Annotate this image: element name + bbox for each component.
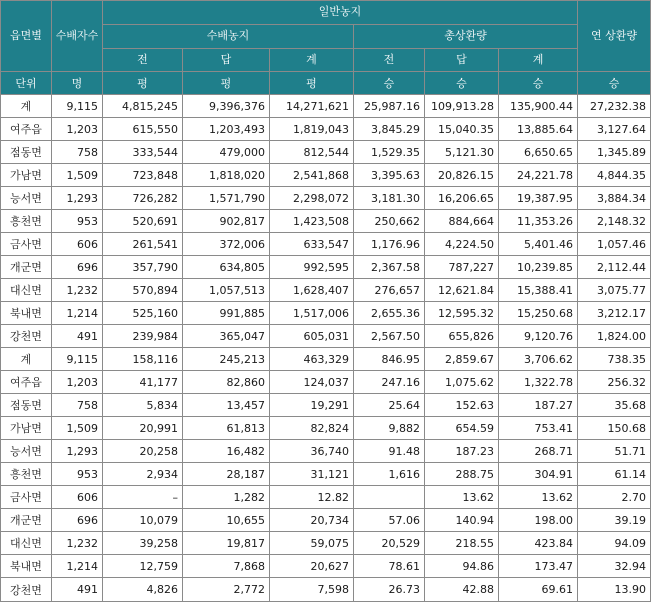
table-cell: 41,177 — [103, 371, 183, 394]
table-cell: 247.16 — [354, 371, 425, 394]
table-cell: 1,818,020 — [183, 164, 270, 187]
table-cell: 276,657 — [354, 279, 425, 302]
table-cell: 82,824 — [270, 417, 354, 440]
table-cell: 1,282 — [183, 486, 270, 509]
table-cell: 3,127.64 — [578, 118, 651, 141]
region-name: 흥천면 — [1, 210, 52, 233]
table-cell: 1,057,513 — [183, 279, 270, 302]
table-cell: 198.00 — [499, 509, 578, 532]
table-cell: 2,541,868 — [270, 164, 354, 187]
table-cell: 15,388.41 — [499, 279, 578, 302]
table-cell: 953 — [52, 463, 103, 486]
table-cell: 333,544 — [103, 141, 183, 164]
table-cell: 25,987.16 — [354, 95, 425, 118]
region-name: 강천면 — [1, 578, 52, 602]
table-cell: 372,006 — [183, 233, 270, 256]
table-cell: 20,258 — [103, 440, 183, 463]
table-cell: 2,934 — [103, 463, 183, 486]
table-cell — [354, 486, 425, 509]
unit-cell: 승 — [425, 72, 499, 95]
table-cell: – — [103, 486, 183, 509]
table-cell: 634,805 — [183, 256, 270, 279]
table-cell: 10,655 — [183, 509, 270, 532]
table-cell: 1,293 — [52, 187, 103, 210]
table-cell: 20,991 — [103, 417, 183, 440]
table-cell: 2,367.58 — [354, 256, 425, 279]
table-cell: 1,529.35 — [354, 141, 425, 164]
table-cell: 1,057.46 — [578, 233, 651, 256]
table-cell: 78.61 — [354, 555, 425, 578]
table-row — [1, 302, 651, 325]
table-cell: 42.88 — [425, 578, 499, 602]
table-row — [1, 440, 651, 463]
table-cell: 1,824.00 — [578, 325, 651, 348]
table-cell: 4,844.35 — [578, 164, 651, 187]
table-cell: 16,482 — [183, 440, 270, 463]
general-farmland-header: 일반농지 — [103, 1, 578, 25]
table-cell: 250,662 — [354, 210, 425, 233]
table-cell: 1,509 — [52, 164, 103, 187]
region-header: 읍면별 — [1, 1, 52, 72]
table-cell: 884,664 — [425, 210, 499, 233]
table-cell: 239,984 — [103, 325, 183, 348]
table-cell: 2,112.44 — [578, 256, 651, 279]
region-name: 점동면 — [1, 141, 52, 164]
table-row — [1, 417, 651, 440]
unit-cell: 평 — [270, 72, 354, 95]
table-cell: 256.32 — [578, 371, 651, 394]
region-name: 가남면 — [1, 164, 52, 187]
table-cell: 69.61 — [499, 578, 578, 602]
rice-field-header: 답 — [183, 49, 270, 72]
table-cell: 20,529 — [354, 532, 425, 555]
table-cell: 758 — [52, 141, 103, 164]
table-cell: 2,655.36 — [354, 302, 425, 325]
table-cell: 1,345.89 — [578, 141, 651, 164]
table-cell: 218.55 — [425, 532, 499, 555]
table-cell: 20,734 — [270, 509, 354, 532]
table-cell: 1,819,043 — [270, 118, 354, 141]
table-cell: 4,826 — [103, 578, 183, 602]
table-cell: 606 — [52, 486, 103, 509]
table-body — [1, 95, 651, 602]
table-cell: 24,221.78 — [499, 164, 578, 187]
table-cell: 32.94 — [578, 555, 651, 578]
table-cell: 479,000 — [183, 141, 270, 164]
table-cell: 1,075.62 — [425, 371, 499, 394]
table-cell: 12,621.84 — [425, 279, 499, 302]
table-cell: 39,258 — [103, 532, 183, 555]
table-cell: 13.62 — [499, 486, 578, 509]
table-cell: 288.75 — [425, 463, 499, 486]
table-row — [1, 118, 651, 141]
total-header: 계 — [270, 49, 354, 72]
table-cell: 2,772 — [183, 578, 270, 602]
table-cell: 25.64 — [354, 394, 425, 417]
unit-cell: 승 — [578, 72, 651, 95]
table-cell: 357,790 — [103, 256, 183, 279]
table-cell: 109,913.28 — [425, 95, 499, 118]
table-cell: 3,395.63 — [354, 164, 425, 187]
table-cell: 1,423,508 — [270, 210, 354, 233]
table-cell: 1,203 — [52, 371, 103, 394]
table-row — [1, 325, 651, 348]
table-cell: 5,121.30 — [425, 141, 499, 164]
table-cell: 124,037 — [270, 371, 354, 394]
table-cell: 12.82 — [270, 486, 354, 509]
table-cell: 654.59 — [425, 417, 499, 440]
table-cell: 812,544 — [270, 141, 354, 164]
table-cell: 4,815,245 — [103, 95, 183, 118]
rice-field-header: 답 — [425, 49, 499, 72]
region-name: 대신면 — [1, 279, 52, 302]
table-cell: 3,884.34 — [578, 187, 651, 210]
table-cell: 1,232 — [52, 532, 103, 555]
table-cell: 12,595.32 — [425, 302, 499, 325]
table-cell: 36,740 — [270, 440, 354, 463]
table-cell: 787,227 — [425, 256, 499, 279]
table-cell: 158,116 — [103, 348, 183, 371]
region-name: 강천면 — [1, 325, 52, 348]
table-cell: 2,567.50 — [354, 325, 425, 348]
table-cell: 3,706.62 — [499, 348, 578, 371]
table-cell: 758 — [52, 394, 103, 417]
table-cell: 5,834 — [103, 394, 183, 417]
table-cell: 1,176.96 — [354, 233, 425, 256]
table-cell: 3,075.77 — [578, 279, 651, 302]
table-cell: 2,859.67 — [425, 348, 499, 371]
table-cell: 655,826 — [425, 325, 499, 348]
table-cell: 1,322.78 — [499, 371, 578, 394]
table-cell: 57.06 — [354, 509, 425, 532]
table-cell: 20,826.15 — [425, 164, 499, 187]
table-row — [1, 233, 651, 256]
table-cell: 491 — [52, 578, 103, 602]
unit-cell: 승 — [499, 72, 578, 95]
region-name: 흥천면 — [1, 463, 52, 486]
table-cell: 19,817 — [183, 532, 270, 555]
table-cell: 20,627 — [270, 555, 354, 578]
table-row — [1, 578, 651, 602]
table-cell: 187.27 — [499, 394, 578, 417]
table-cell: 991,885 — [183, 302, 270, 325]
table-cell: 525,160 — [103, 302, 183, 325]
table-cell: 173.47 — [499, 555, 578, 578]
table-cell: 140.94 — [425, 509, 499, 532]
table-cell: 902,817 — [183, 210, 270, 233]
table-cell: 187.23 — [425, 440, 499, 463]
region-name: 금사면 — [1, 486, 52, 509]
table-row — [1, 555, 651, 578]
region-name: 능서면 — [1, 440, 52, 463]
table-cell: 1,628,407 — [270, 279, 354, 302]
table-cell: 953 — [52, 210, 103, 233]
table-cell: 520,691 — [103, 210, 183, 233]
table-row — [1, 210, 651, 233]
table-cell: 6,650.65 — [499, 141, 578, 164]
table-row — [1, 463, 651, 486]
table-row — [1, 256, 651, 279]
table-cell: 1,214 — [52, 555, 103, 578]
table-cell: 738.35 — [578, 348, 651, 371]
table-cell: 15,250.68 — [499, 302, 578, 325]
table-cell: 570,894 — [103, 279, 183, 302]
table-cell: 9,115 — [52, 95, 103, 118]
table-cell: 15,040.35 — [425, 118, 499, 141]
region-name: 북내면 — [1, 555, 52, 578]
table-row — [1, 279, 651, 302]
table-row — [1, 141, 651, 164]
table-cell: 94.86 — [425, 555, 499, 578]
table-cell: 304.91 — [499, 463, 578, 486]
crop-return-header: 총상환량 — [354, 25, 578, 49]
table-cell: 135,900.44 — [499, 95, 578, 118]
table-cell: 61.14 — [578, 463, 651, 486]
table-row — [1, 394, 651, 417]
table-cell: 16,206.65 — [425, 187, 499, 210]
table-cell: 2.70 — [578, 486, 651, 509]
table-cell: 19,291 — [270, 394, 354, 417]
unit-cell: 평 — [183, 72, 270, 95]
table-cell: 696 — [52, 509, 103, 532]
table-cell: 633,547 — [270, 233, 354, 256]
unit-cell: 평 — [103, 72, 183, 95]
table-cell: 1,509 — [52, 417, 103, 440]
table-cell: 27,232.38 — [578, 95, 651, 118]
table-row — [1, 164, 651, 187]
table-cell: 615,550 — [103, 118, 183, 141]
table-cell: 1,616 — [354, 463, 425, 486]
table-cell: 3,181.30 — [354, 187, 425, 210]
table-cell: 1,232 — [52, 279, 103, 302]
table-cell: 9,396,376 — [183, 95, 270, 118]
table-row — [1, 95, 651, 118]
table-cell: 1,203 — [52, 118, 103, 141]
table-cell: 1,203,493 — [183, 118, 270, 141]
total-header: 계 — [499, 49, 578, 72]
table-cell: 94.09 — [578, 532, 651, 555]
region-name: 계 — [1, 348, 52, 371]
table-cell: 59,075 — [270, 532, 354, 555]
table-cell: 9,115 — [52, 348, 103, 371]
table-cell: 491 — [52, 325, 103, 348]
table-cell: 7,868 — [183, 555, 270, 578]
table-cell: 13,885.64 — [499, 118, 578, 141]
table-row — [1, 348, 651, 371]
region-name: 여주읍 — [1, 118, 52, 141]
table-cell: 13,457 — [183, 394, 270, 417]
table-cell: 365,047 — [183, 325, 270, 348]
table-cell: 3,212.17 — [578, 302, 651, 325]
table-cell: 846.95 — [354, 348, 425, 371]
table-cell: 13.62 — [425, 486, 499, 509]
table-cell: 2,148.32 — [578, 210, 651, 233]
region-name: 가남면 — [1, 417, 52, 440]
table-cell: 11,353.26 — [499, 210, 578, 233]
table-cell: 4,224.50 — [425, 233, 499, 256]
table-cell: 992,595 — [270, 256, 354, 279]
table-cell: 3,845.29 — [354, 118, 425, 141]
table-cell: 2,298,072 — [270, 187, 354, 210]
region-name: 금사면 — [1, 233, 52, 256]
table-cell: 12,759 — [103, 555, 183, 578]
table-cell: 7,598 — [270, 578, 354, 602]
table-cell: 31,121 — [270, 463, 354, 486]
region-name: 대신면 — [1, 532, 52, 555]
table-cell: 696 — [52, 256, 103, 279]
table-cell: 245,213 — [183, 348, 270, 371]
table-cell: 606 — [52, 233, 103, 256]
table-cell: 1,571,790 — [183, 187, 270, 210]
unit-label: 단위 — [1, 72, 52, 95]
table-cell: 723,848 — [103, 164, 183, 187]
unit-households: 명 — [52, 72, 103, 95]
unit-cell: 승 — [354, 72, 425, 95]
region-name: 북내면 — [1, 302, 52, 325]
table-cell: 423.84 — [499, 532, 578, 555]
table-cell: 13.90 — [578, 578, 651, 602]
table-cell: 51.71 — [578, 440, 651, 463]
table-cell: 463,329 — [270, 348, 354, 371]
table-cell: 19,387.95 — [499, 187, 578, 210]
table-cell: 152.63 — [425, 394, 499, 417]
table-cell: 1,293 — [52, 440, 103, 463]
table-cell: 39.19 — [578, 509, 651, 532]
table-cell: 150.68 — [578, 417, 651, 440]
table-cell: 605,031 — [270, 325, 354, 348]
table-cell: 1,517,006 — [270, 302, 354, 325]
table-row — [1, 486, 651, 509]
table-row — [1, 509, 651, 532]
households-header: 수배자수 — [52, 1, 103, 72]
region-name: 여주읍 — [1, 371, 52, 394]
paddy-field-header: 전 — [354, 49, 425, 72]
table-cell: 26.73 — [354, 578, 425, 602]
table-cell: 5,401.46 — [499, 233, 578, 256]
table-cell: 9,882 — [354, 417, 425, 440]
table-cell: 753.41 — [499, 417, 578, 440]
region-name: 점동면 — [1, 394, 52, 417]
irrigated-farmland-header: 수배농지 — [103, 25, 354, 49]
region-name: 능서면 — [1, 187, 52, 210]
table-cell: 10,079 — [103, 509, 183, 532]
table-cell: 28,187 — [183, 463, 270, 486]
table-cell: 14,271,621 — [270, 95, 354, 118]
region-name: 계 — [1, 95, 52, 118]
table-cell: 35.68 — [578, 394, 651, 417]
table-row — [1, 187, 651, 210]
table-cell: 261,541 — [103, 233, 183, 256]
table-cell: 91.48 — [354, 440, 425, 463]
table-row — [1, 371, 651, 394]
table-cell: 268.71 — [499, 440, 578, 463]
table-cell: 82,860 — [183, 371, 270, 394]
table-cell: 61,813 — [183, 417, 270, 440]
table-cell: 726,282 — [103, 187, 183, 210]
paddy-field-header: 전 — [103, 49, 183, 72]
table-cell: 1,214 — [52, 302, 103, 325]
region-name: 개군면 — [1, 509, 52, 532]
annual-return-header: 연 상환량 — [578, 1, 651, 72]
table-cell: 9,120.76 — [499, 325, 578, 348]
table-cell: 10,239.85 — [499, 256, 578, 279]
region-name: 개군면 — [1, 256, 52, 279]
table-row — [1, 532, 651, 555]
